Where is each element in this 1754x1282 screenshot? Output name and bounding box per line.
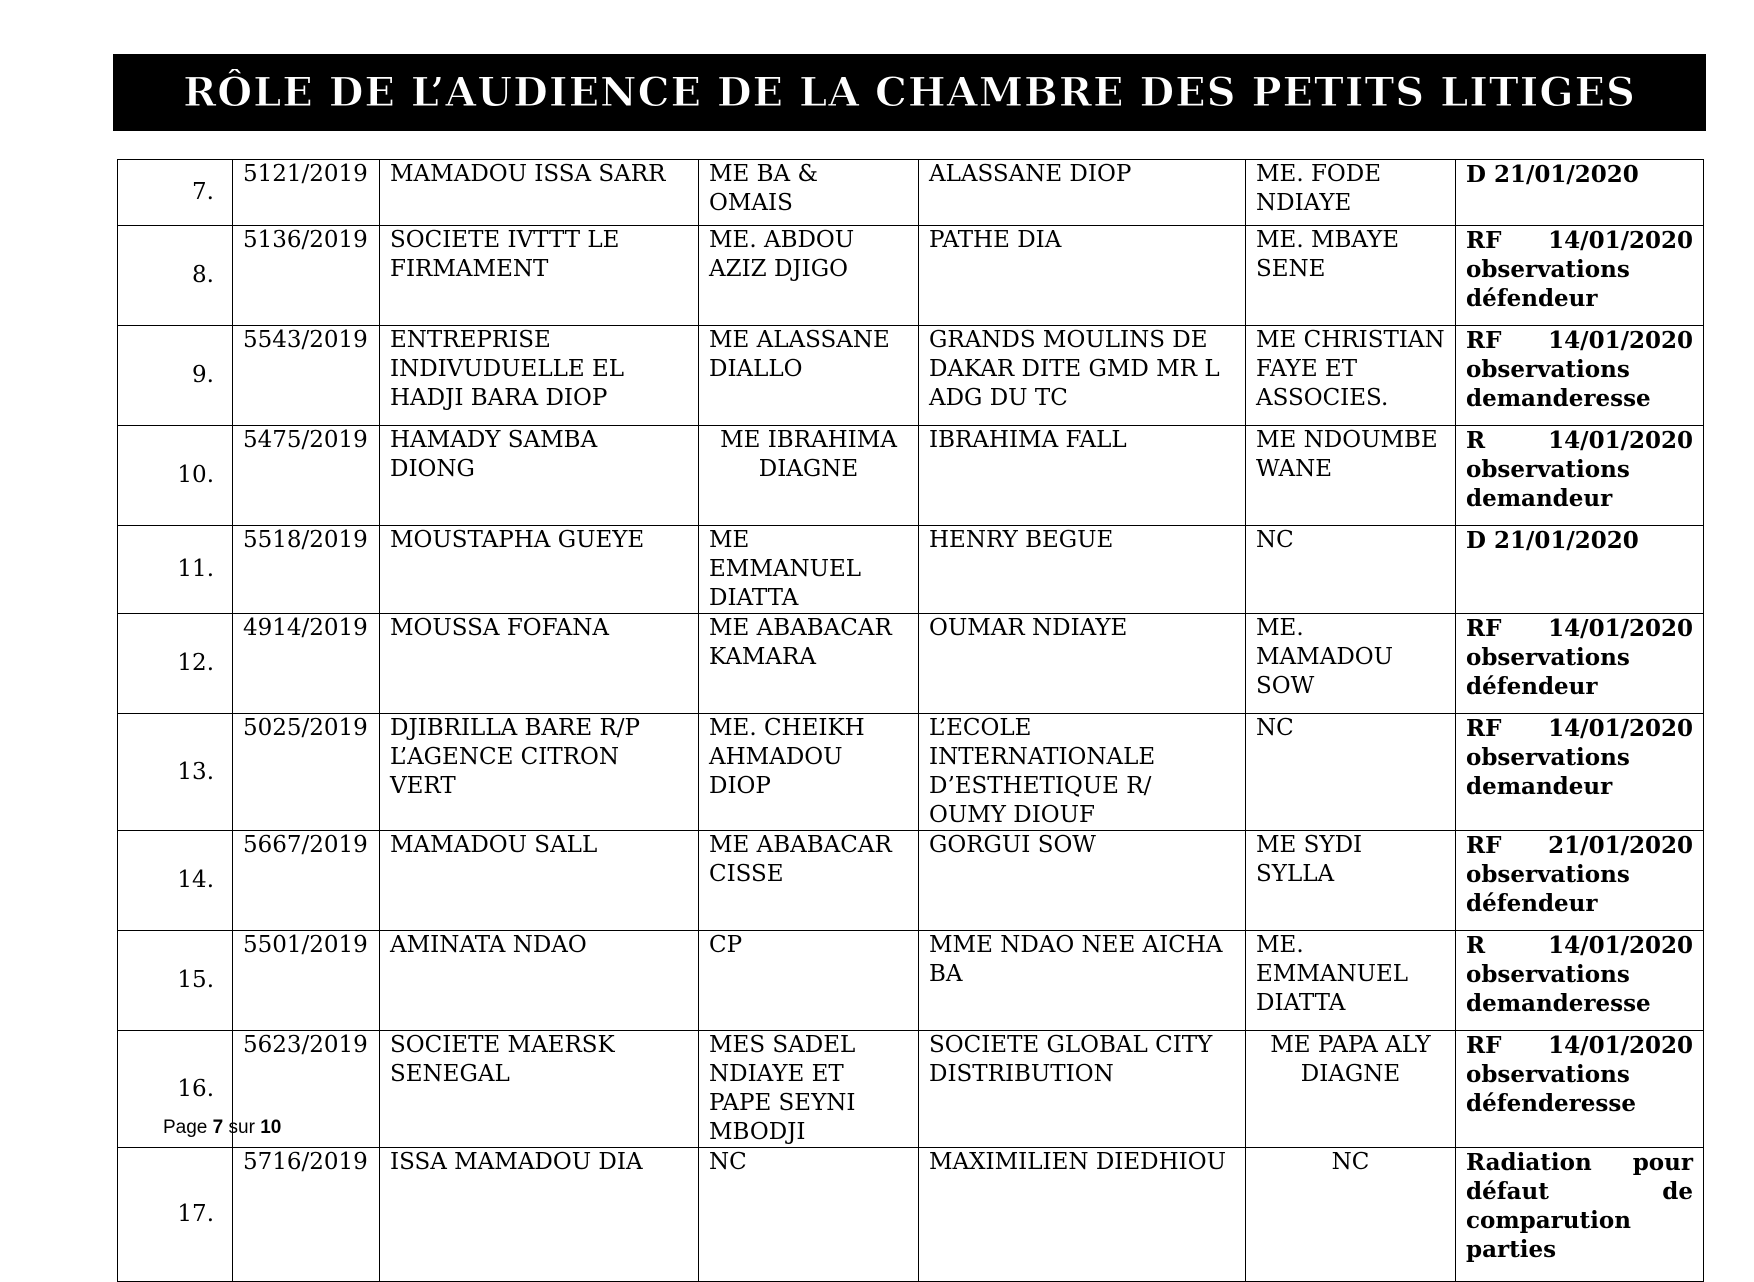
decision-detail: comparution parties [1466, 1207, 1631, 1263]
decision-line-1: RF 14/01/2020 [1466, 327, 1693, 354]
cell-num: 9. [118, 326, 233, 426]
cell-ref: 5136/2019 [233, 226, 380, 326]
cell-conseil-demandeur: MES SADEL NDIAYE ET PAPE SEYNI MBODJI [699, 1031, 919, 1148]
cell-defendeur: MAXIMILIEN DIEDHIOU [919, 1148, 1246, 1282]
cell-ref: 5623/2019 [233, 1031, 380, 1148]
cell-decision [1456, 831, 1704, 931]
cell-conseil-defendeur: NC [1246, 714, 1456, 831]
cell-defendeur: PATHE DIA [919, 226, 1246, 326]
cell-decision [1456, 714, 1704, 831]
page-footer [163, 1117, 281, 1139]
cell-demandeur: ISSA MAMADOU DIA [380, 1148, 699, 1282]
decision-line-1: D 21/01/2020 [1466, 161, 1639, 188]
cell-conseil-defendeur: ME CHRISTIAN FAYE ET ASSOCIES. [1246, 326, 1456, 426]
decision-line-1: RF 14/01/2020 [1466, 1032, 1693, 1059]
table-row [118, 160, 1704, 226]
cell-ref: 5501/2019 [233, 931, 380, 1031]
page-title: RÔLE DE L’AUDIENCE DE LA CHAMBRE DES PETITS LITIGES [183, 69, 1636, 116]
cell-defendeur: GORGUI SOW [919, 831, 1246, 931]
cell-conseil-defendeur: ME. FODE NDIAYE [1246, 160, 1456, 226]
cell-defendeur: HENRY BEGUE [919, 526, 1246, 614]
cell-decision [1456, 526, 1704, 614]
cell-num: 15. [118, 931, 233, 1031]
cell-decision [1456, 326, 1704, 426]
cell-demandeur: MOUSSA FOFANA [380, 614, 699, 714]
cell-ref: 4914/2019 [233, 614, 380, 714]
table-row [118, 831, 1704, 931]
decision-line-1: R 14/01/2020 [1466, 427, 1693, 454]
cell-num: 16. [118, 1031, 233, 1148]
table-row [118, 526, 1704, 614]
cell-conseil-demandeur: ME ALASSANE DIALLO [699, 326, 919, 426]
decision-detail: observations défendeur [1466, 861, 1630, 917]
cell-defendeur: OUMAR NDIAYE [919, 614, 1246, 714]
cell-num: 11. [118, 526, 233, 614]
cell-defendeur: L’ECOLE INTERNATIONALE D’ESTHETIQUE R/ OUMY DIOUF [919, 714, 1246, 831]
cases-table [117, 159, 1704, 1282]
cell-defendeur: SOCIETE GLOBAL CITY DISTRIBUTION [919, 1031, 1246, 1148]
cell-conseil-demandeur: CP [699, 931, 919, 1031]
cell-decision [1456, 160, 1704, 226]
page-total: 10 [260, 1117, 282, 1138]
decision-line-1: RF 14/01/2020 [1466, 715, 1693, 742]
table-row [118, 614, 1704, 714]
cell-ref: 5121/2019 [233, 160, 380, 226]
cell-demandeur: SOCIETE MAERSK SENEGAL [380, 1031, 699, 1148]
cell-decision [1456, 931, 1704, 1031]
cell-conseil-demandeur: ME EMMANUEL DIATTA [699, 526, 919, 614]
cell-conseil-defendeur: ME SYDI SYLLA [1246, 831, 1456, 931]
decision-detail: observations demanderesse [1466, 961, 1651, 1017]
decision-detail: observations demanderesse [1466, 356, 1651, 412]
cell-num: 17. [118, 1148, 233, 1282]
cell-conseil-demandeur: NC [699, 1148, 919, 1282]
cell-num: 10. [118, 426, 233, 526]
cell-decision [1456, 1031, 1704, 1148]
decision-line-1: RF 14/01/2020 [1466, 615, 1693, 642]
decision-detail: observations défenderesse [1466, 1061, 1636, 1117]
cell-conseil-demandeur: ME. CHEIKH AHMADOU DIOP [699, 714, 919, 831]
cell-ref: 5667/2019 [233, 831, 380, 931]
cell-num: 13. [118, 714, 233, 831]
cell-conseil-defendeur: ME PAPA ALY DIAGNE [1246, 1031, 1456, 1148]
cell-defendeur: IBRAHIMA FALL [919, 426, 1246, 526]
cell-conseil-defendeur: ME NDOUMBE WANE [1246, 426, 1456, 526]
cell-demandeur: MAMADOU ISSA SARR [380, 160, 699, 226]
table-row [118, 226, 1704, 326]
cell-decision [1456, 1148, 1704, 1282]
decision-line-1: RF 14/01/2020 [1466, 227, 1693, 254]
cell-conseil-demandeur: ME ABABACAR CISSE [699, 831, 919, 931]
page-current: 7 [212, 1117, 224, 1138]
cell-defendeur: MME NDAO NEE AICHA BA [919, 931, 1246, 1031]
cell-ref: 5543/2019 [233, 326, 380, 426]
page-label: Page [163, 1117, 208, 1138]
table-row [118, 426, 1704, 526]
cell-decision [1456, 614, 1704, 714]
cell-conseil-demandeur: ME. ABDOU AZIZ DJIGO [699, 226, 919, 326]
cell-num: 14. [118, 831, 233, 931]
title-banner [113, 54, 1706, 131]
decision-line-1: R 14/01/2020 [1466, 932, 1693, 959]
page-sur: sur [228, 1117, 255, 1138]
table-row [118, 931, 1704, 1031]
cell-ref: 5716/2019 [233, 1148, 380, 1282]
cell-ref: 5518/2019 [233, 526, 380, 614]
decision-line-1: D 21/01/2020 [1466, 527, 1639, 554]
decision-detail: observations demandeur [1466, 744, 1630, 800]
cell-demandeur: SOCIETE IVTTT LE FIRMAMENT [380, 226, 699, 326]
cell-demandeur: MAMADOU SALL [380, 831, 699, 931]
cell-num: 7. [118, 160, 233, 226]
cell-conseil-defendeur: ME. EMMANUEL DIATTA [1246, 931, 1456, 1031]
cell-demandeur: AMINATA NDAO [380, 931, 699, 1031]
cell-demandeur: DJIBRILLA BARE R/P L’AGENCE CITRON VERT [380, 714, 699, 831]
cell-ref: 5475/2019 [233, 426, 380, 526]
cell-ref: 5025/2019 [233, 714, 380, 831]
cell-conseil-demandeur: ME BA & OMAIS [699, 160, 919, 226]
cell-defendeur: ALASSANE DIOP [919, 160, 1246, 226]
cell-num: 8. [118, 226, 233, 326]
cell-demandeur: HAMADY SAMBA DIONG [380, 426, 699, 526]
table-row [118, 714, 1704, 831]
cell-decision [1456, 226, 1704, 326]
decision-detail: observations défendeur [1466, 644, 1630, 700]
decision-line-1: Radiation pour défaut de [1466, 1149, 1693, 1205]
cell-demandeur: ENTREPRISE INDIVUDUELLE EL HADJI BARA DIOP [380, 326, 699, 426]
cell-conseil-demandeur: ME ABABACAR KAMARA [699, 614, 919, 714]
table-row [118, 1031, 1704, 1148]
cell-defendeur: GRANDS MOULINS DE DAKAR DITE GMD MR L ADG DU TC [919, 326, 1246, 426]
table-row [118, 326, 1704, 426]
cell-conseil-defendeur: ME. MBAYE SENE [1246, 226, 1456, 326]
cell-conseil-defendeur: NC [1246, 526, 1456, 614]
table-row [118, 1148, 1704, 1282]
cell-num: 12. [118, 614, 233, 714]
cell-conseil-defendeur: NC [1246, 1148, 1456, 1282]
cell-conseil-demandeur: ME IBRAHIMA DIAGNE [699, 426, 919, 526]
decision-detail: observations demandeur [1466, 456, 1630, 512]
cell-decision [1456, 426, 1704, 526]
cell-demandeur: MOUSTAPHA GUEYE [380, 526, 699, 614]
decision-line-1: RF 21/01/2020 [1466, 832, 1693, 859]
cell-conseil-defendeur: ME. MAMADOU SOW [1246, 614, 1456, 714]
cases-table-body [118, 160, 1704, 1282]
decision-detail: observations défendeur [1466, 256, 1630, 312]
